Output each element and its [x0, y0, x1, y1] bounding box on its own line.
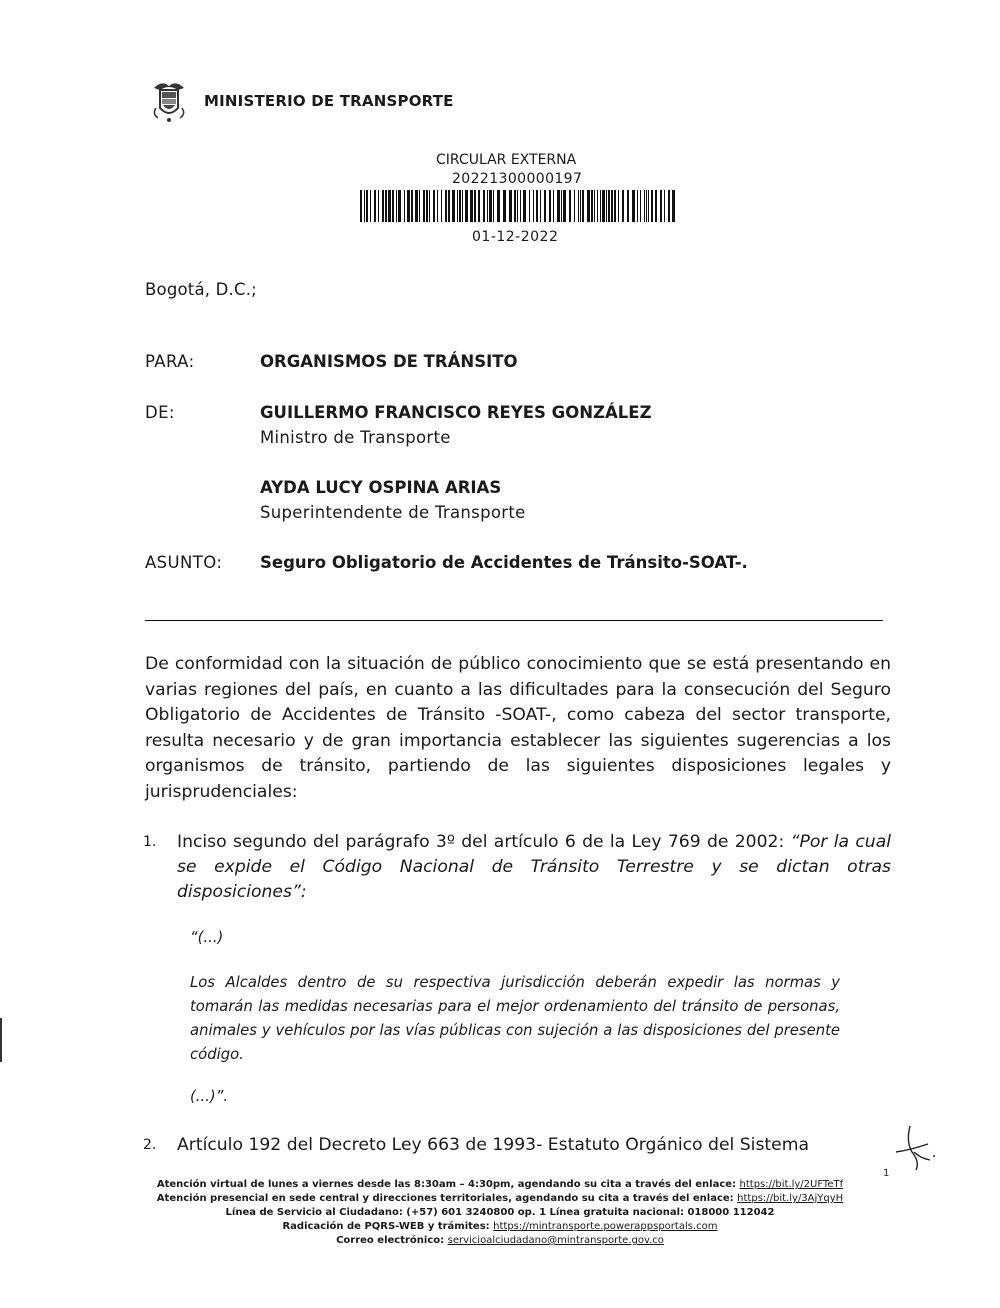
intro-paragraph: De conformidad con la situación de público conocimiento que se está presentando en varias regiones del país, en cuanto a las dificultades para la consecución del Seguro Obligatorio de Accidentes de Tránsito -SOAT-, como cabeza del sector transporte, resulta necesario y de gran importancia establecer las siguientes sugerencias a los organismos de tránsito, partiendo de las siguientes disposiciones legales y jurisprudenciales:: [145, 654, 891, 802]
item2-text: Artículo 192 del Decreto Ley 663 de 1993- Estatuto Orgánico del Sistema: [177, 1135, 809, 1155]
quote-text: Los Alcaldes dentro de su respectiva jurisdicción deberán expedir las normas y tomarán las medidas necesarias para el mejor ordenamiento del tránsito de personas, animales y vehículos por las vías públicas con sujeción a las disposiciones del presente código.: [190, 974, 840, 1063]
item1-number: 1.: [143, 834, 157, 850]
sender1-name: GUILLERMO FRANCISCO REYES GONZÁLEZ: [260, 403, 652, 422]
footer-line-1: [0, 1178, 1000, 1192]
barcode-icon: [360, 190, 676, 222]
footer-line-4: [0, 1220, 1000, 1234]
footer-email-text: Correo electrónico:: [336, 1235, 448, 1246]
service-email-link[interactable]: servicioalciudadano@mintransporte.gov.co: [447, 1235, 664, 1246]
circular-number: 20221300000197: [452, 171, 583, 187]
asunto-value: Seguro Obligatorio de Accidentes de Tránsito-SOAT-.: [260, 553, 748, 572]
de-label: DE:: [145, 403, 175, 422]
footer-presential-text: Atención presencial en sede central y direcciones territoriales, agendando su cita a través del enlace:: [156, 1193, 738, 1204]
footer-line-3: Línea de Servicio al Ciudadano: (+57) 601 3240800 op. 1 Línea gratuita nacional: 018000 112042: [225, 1207, 775, 1218]
para-label: PARA:: [145, 352, 195, 371]
item1-law-title: “Por la cual se expide el Código Nacional de Tránsito Terrestre y se dictan otras disposiciones”:: [177, 832, 891, 902]
sender1-title: Ministro de Transporte: [260, 428, 451, 447]
item1-citation: Inciso segundo del parágrafo 3º del artículo 6 de la Ley 769 de 2002:: [177, 832, 791, 852]
footer: [0, 1178, 1000, 1248]
presential-appointment-link[interactable]: https://bit.ly/3AjYqyH: [737, 1193, 844, 1204]
quote-open: “(...): [190, 929, 224, 946]
circular-date: 01-12-2022: [472, 229, 559, 245]
virtual-appointment-link[interactable]: https://bit.ly/2UFTeTf: [739, 1179, 844, 1190]
para-value: ORGANISMOS DE TRÁNSITO: [260, 352, 518, 371]
signature-initial-icon: [890, 1122, 938, 1174]
ministry-name: MINISTERIO DE TRANSPORTE: [204, 92, 454, 110]
page-number: 1: [883, 1168, 890, 1179]
pqrs-portal-link[interactable]: https://mintransporte.powerappsportals.com: [493, 1221, 718, 1232]
city-line: Bogotá, D.C.;: [145, 280, 257, 299]
circular-title: CIRCULAR EXTERNA: [436, 152, 577, 168]
sender2-title: Superintendente de Transporte: [260, 503, 526, 522]
asunto-label: ASUNTO:: [145, 553, 223, 572]
divider: [145, 620, 883, 621]
sender2-name: AYDA LUCY OSPINA ARIAS: [260, 478, 502, 497]
item2-number: 2.: [143, 1137, 157, 1153]
scan-edge-mark: [0, 1018, 2, 1062]
footer-line-2: [0, 1192, 1000, 1206]
footer-line-5: [0, 1234, 1000, 1248]
coat-of-arms-icon: [148, 78, 190, 124]
quote-close: (...)”.: [190, 1088, 229, 1105]
footer-pqrs-text: Radicación de PQRS-WEB y trámites:: [282, 1221, 494, 1232]
footer-virtual-text: Atención virtual de lunes a viernes desde las 8:30am – 4:30pm, agendando su cita a través del enlace:: [156, 1179, 740, 1190]
item1-text: [177, 830, 891, 905]
